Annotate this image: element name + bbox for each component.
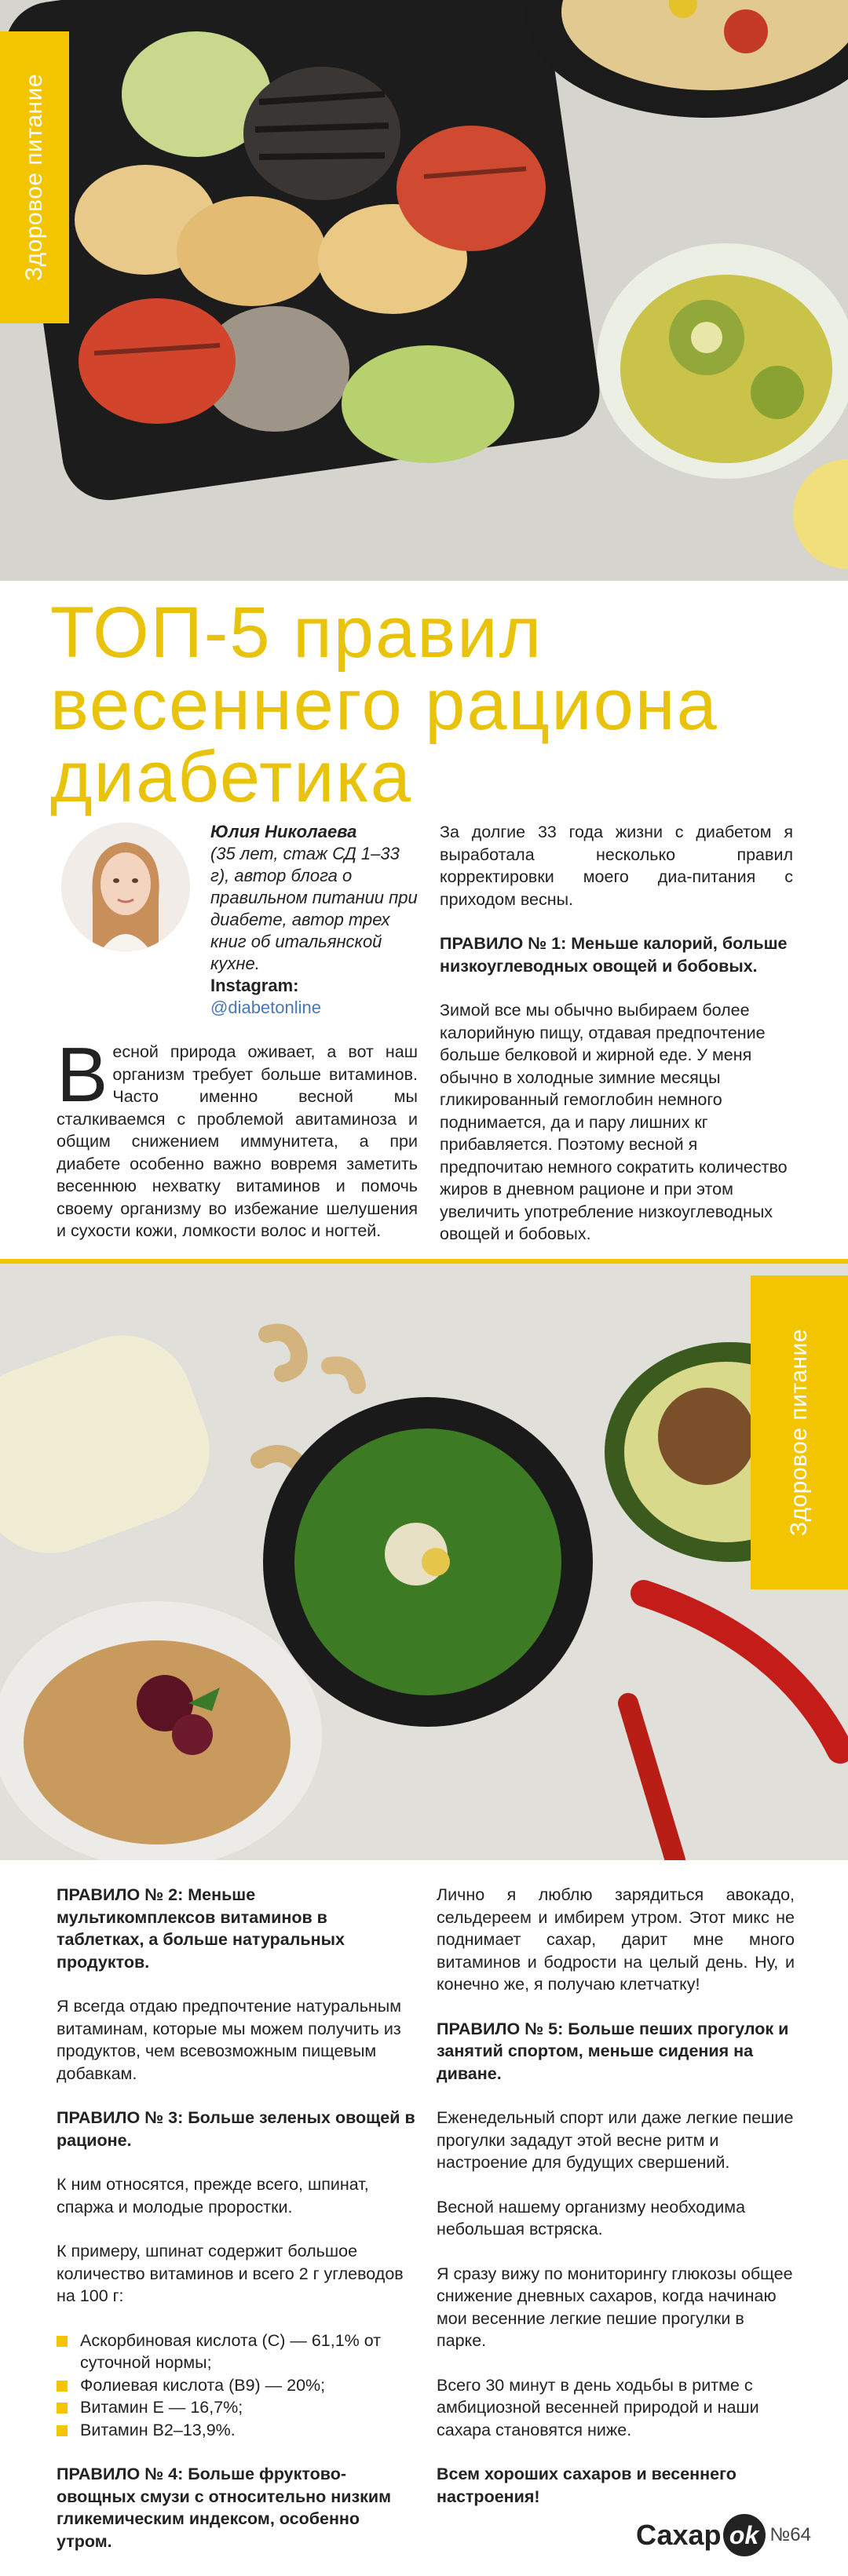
left-column-bottom bbox=[57, 1884, 418, 2574]
title-line-3: диабетика bbox=[50, 737, 412, 817]
vitamin-list bbox=[57, 2330, 418, 2442]
closing-line: Всем хороших сахаров и весеннего настроения! bbox=[437, 2465, 737, 2506]
magazine-name: Сахар bbox=[636, 2519, 722, 2551]
author-portrait bbox=[61, 823, 190, 951]
food-illustration-top bbox=[0, 0, 848, 581]
paragraph: Зимой все мы обычно выбираем более калорийную пищу, отдавая предпочтение больше белковой и жирной еде. У меня обычно в холодные зимние месяцы гликированный гемоглобин немного поднимается, да и пару лишних кг прибавляется. Поэтому весной я предпочитаю немного сократить количество жиров в дневном рационе и при этом увеличить употребление низкоуглеводных овощей и бобовых. bbox=[440, 1001, 788, 1243]
paragraph: Я всегда отдаю предпочтение натуральным витаминам, которые мы можем получить из продуктов, чем всевозможным пищевым добавкам. bbox=[57, 1997, 402, 2083]
author-avatar bbox=[61, 823, 190, 951]
list-item: Фолиевая кислота (B9) — 20%; bbox=[57, 2374, 418, 2397]
food-illustration-middle bbox=[0, 1264, 848, 1860]
section-tab-top bbox=[0, 31, 69, 323]
paragraph: Еженедельный спорт или даже легкие пешие прогулки зададут этой весне ритм и настроение для будущих свершений. bbox=[437, 2108, 794, 2172]
title-line-1: ТОП-5 правил bbox=[50, 593, 543, 673]
paragraph: Весной нашему организму необходима небольшая встряска. bbox=[437, 2197, 746, 2238]
magazine-footer bbox=[636, 2512, 832, 2559]
rule-1-heading: ПРАВИЛО № 1: Меньше калорий, больше низкоуглеводных овощей и бобовых. bbox=[440, 934, 788, 976]
magazine-logo-ok: ok bbox=[723, 2514, 766, 2556]
author-bio: (35 лет, стаж СД 1–33 г), автор блога о правильном питании при диабете, автор трех книг об итальянской кухне. bbox=[210, 844, 418, 973]
paragraph: За долгие 33 года жизни с диабетом я выработала несколько правил корректировки моего диа-питания с приходом весны. bbox=[440, 823, 793, 909]
right-column-top bbox=[440, 821, 793, 1268]
rule-2-heading: ПРАВИЛО № 2: Меньше мультикомплексов витаминов в таблетках, а больше натуральных продуктов. bbox=[57, 1885, 345, 1972]
list-item: Аскорбиновая кислота (C) — 61,1% от суточной нормы; bbox=[57, 2330, 418, 2374]
paragraph: Всего 30 минут в день ходьбы в ритме с амбициозной весенней природой и наши сахара становятся ниже. bbox=[437, 2375, 759, 2439]
instagram-label: Instagram: bbox=[210, 976, 299, 995]
article-title bbox=[50, 593, 820, 817]
right-column-bottom bbox=[437, 1884, 795, 2530]
author-info bbox=[210, 821, 422, 1019]
section-tab-middle bbox=[751, 1275, 848, 1589]
drop-cap: В bbox=[57, 1031, 108, 1118]
paragraph: Лично я люблю зарядиться авокадо, сельдереем и имбирем утром. Этот микс не поднимает сахар, дарит мне много витаминов и бодрости на целый день. Ну, и конечно же, я получаю клетчатку! bbox=[437, 1885, 795, 1994]
rule-5-heading: ПРАВИЛО № 5: Больше пеших прогулок и занятий спортом, меньше сидения на диване. bbox=[437, 2019, 789, 2083]
paragraph: К примеру, шпинат содержит большое количество витаминов и всего 2 г углеводов на 100 г: bbox=[57, 2242, 404, 2305]
rule-4-heading: ПРАВИЛО № 4: Больше фруктово-овощных смузи с относительно низким гликемическим индексом, особенно утром. bbox=[57, 2465, 392, 2551]
title-line-2: весеннего рациона bbox=[50, 665, 718, 745]
author-name: Юлия Николаева bbox=[210, 822, 357, 841]
paragraph: Я сразу вижу по мониторингу глюкозы общее снижение дневных сахаров, когда начинаю мои весенние легкие пешие прогулки в парке. bbox=[437, 2264, 793, 2350]
intro-text: есной природа оживает, а вот наш организм требует больше витаминов. Часто именно весной мы сталкиваемся с проблемой авитаминоза и общим снижением иммунитета, а при диабете особенно важно вовремя заметить весеннюю нехватку витаминов и помочь своему организму во избежание шелушения и сухости кожи, ломкости волос и ногтей. bbox=[57, 1042, 418, 1240]
rule-3-heading: ПРАВИЛО № 3: Больше зеленых овощей в рационе. bbox=[57, 2108, 415, 2150]
food-photo-middle bbox=[0, 1264, 848, 1860]
list-item: Витамин Е — 16,7%; bbox=[57, 2396, 418, 2419]
section-tab-label: Здоровое питание bbox=[21, 73, 47, 282]
issue-number: №64 bbox=[769, 2524, 811, 2545]
instagram-link[interactable]: @diabetonline bbox=[210, 998, 321, 1017]
hero-photo bbox=[0, 0, 848, 581]
section-tab-label: Здоровое питание bbox=[786, 1328, 812, 1537]
intro-paragraph bbox=[57, 1031, 418, 1242]
paragraph: К ним относятся, прежде всего, шпинат, спаржа и молодые проростки. bbox=[57, 2175, 369, 2217]
list-item: Витамин В2–13,9%. bbox=[57, 2419, 418, 2442]
